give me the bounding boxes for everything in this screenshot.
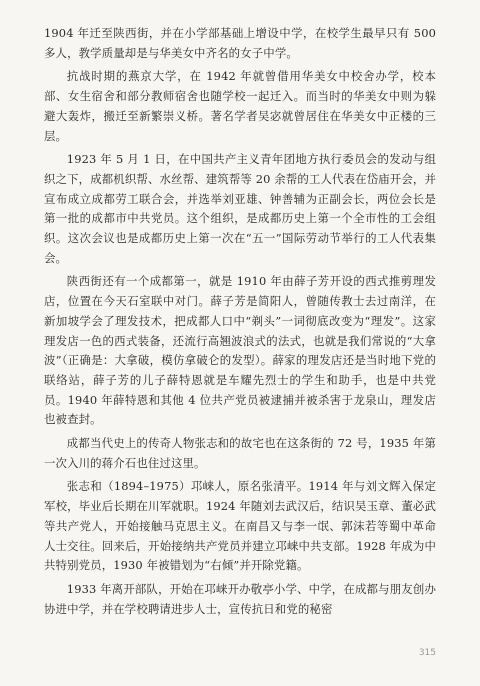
paragraph: 张志和（1894–1975）邛崃人，原名张清平。1914 年与刘文辉入保定军校，毕业后长期在川军就职。1924 年随刘去武汉后，结识吴玉章、董必武等共产党人，开始接触马克思主义。在南昌又与李一氓、郭沫若等蜀中革命人士交往。回来后，开始接纳共产党员并建立邛崃中共支部。1928 年成为中共特别党员，1930 年被错划为“右倾”并开除党籍。 (44, 479, 436, 573)
paragraph: 成都当代史上的传奇人物张志和的故宅也在这条街的 72 号，1935 年第一次入川的蒋介石也住过这里。 (44, 436, 436, 470)
paragraph: 1933 年离开部队，开始在邛崃开办敬亭小学、中学，在成都与朋友创办协进中学，并在学校聘请进步人士，宣传抗日和党的秘密 (44, 581, 436, 616)
page-number: 315 (418, 648, 436, 658)
paragraph: 1923 年 5 月 1 日，在中国共产主义青年团地方执行委员会的发动与组织之下，成都机织帮、水丝帮、建筑帮等 20 余帮的工人代表在岱庙开会，并宣布成立成都劳工联合会，并选举刘亚雄、钟善辅为正副会长，两位会长是第一批的成都市中共党员。这个组织，是成都历史上第一个全市性的工会组织。这次会议也是成都历史上第一次在“五一”国际劳动节举行的工人代表集会。 (44, 152, 436, 265)
paragraph: 陕西街还有一个成都第一，就是 1910 年由薛子芳开设的西式推剪理发店，位置在今天石室联中对门。薛子芳是简阳人，曾随传教士去过南洋，在新加坡学会了理发技术，把成都人口中“剃头”一词彻底改变为“理发”。这家理发店一色的西式装备，还流行高翘波浪式的法式，也就是我们常说的“大拿波”（正确是：大拿破，模仿拿破仑的发型）。薛家的理发店还是当时地下党的联络站，薛子芳的儿子薛特恩就是车耀先烈士的学生和助手，也是中共党员。1940 年薛特恩和其他 4 位共产党员被逮捕并被杀害于龙泉山，理发店也被查封。 (44, 274, 436, 427)
paragraph: 1904 年迁至陕西街，并在小学部基础上增设中学，在校学生最早只有 500 多人，教学质量却是与华美女中齐名的女子中学。 (44, 26, 436, 60)
paragraph: 抗战时期的燕京大学，在 1942 年就曾借用华美女中校舍办学，校本部、女生宿舍和部分教师宿舍也随学校一起迁入。而当时的华美女中则为躲避大轰炸，搬迁至新繁崇义桥。著名学者吴宓就曾居住在华美女中正楼的三层。 (44, 69, 436, 143)
